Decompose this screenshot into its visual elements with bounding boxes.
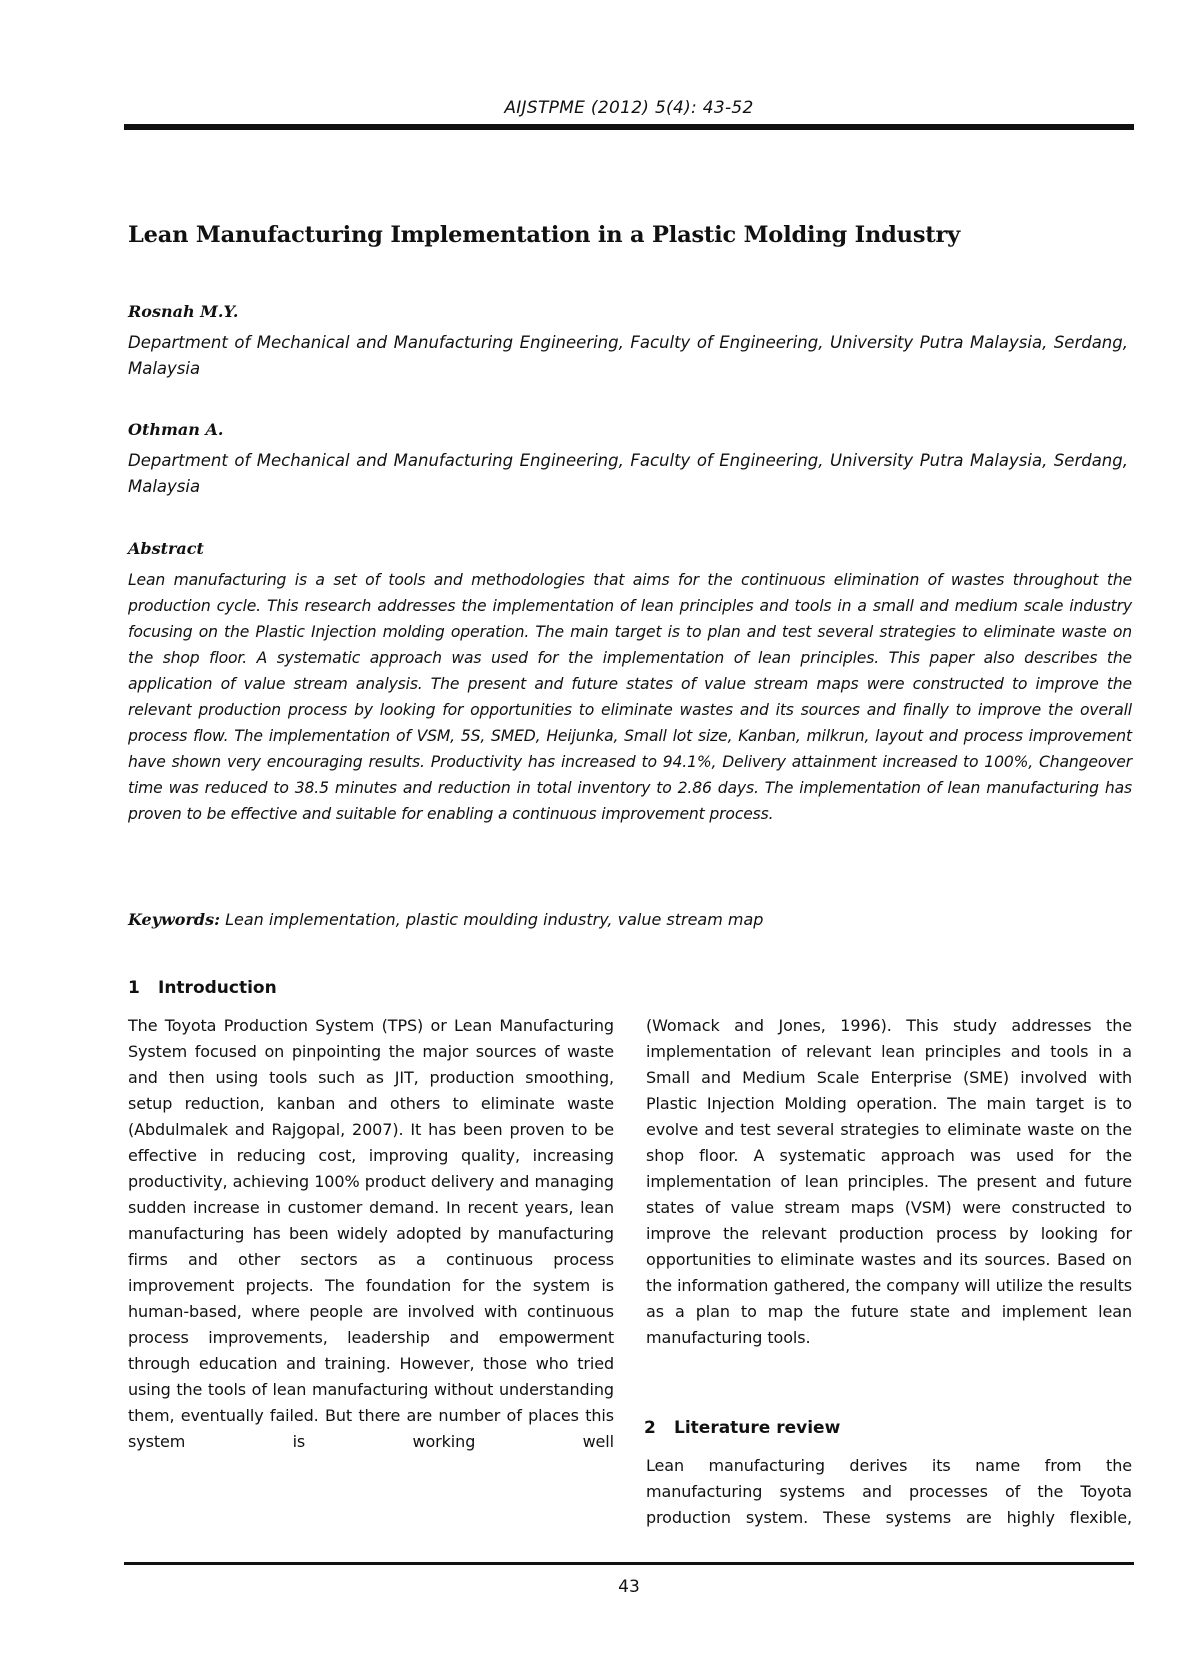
literature-review-text: Lean manufacturing derives its name from the manufacturing systems and processes of the Toyota production system. These systems are highly flexible, [646, 1456, 1132, 1527]
author-affiliation: Department of Mechanical and Manufacturing Engineering, Faculty of Engineering, University Putra Malaysia, Serdang, Malaysia [128, 451, 1128, 496]
abstract-text: Lean manufacturing is a set of tools and methodologies that aims for the continuous elimination of wastes throughout the production cycle. This research addresses the implementation of lean principles and tools in a small and medium scale industry focusing on the Plastic Injection molding operation. The main target is to plan and test several strategies to eliminate waste on the shop floor. A systematic approach was used for the implementation of lean principles. This paper also describes the application of value stream analysis. The present and future states of value stream maps were constructed to improve the relevant production process by looking for opportunities to eliminate wastes and its sources and finally to improve the overall process flow. The implementation of VSM, 5S, SMED, Heijunka, Small lot size, Kanban, milkrun, layout and process improvement have shown very encouraging results. Productivity has increased to 94.1%, Delivery attainment increased to 100%, Changeover time was reduced to 38.5 minutes and reduction in total inventory to 2.86 days. The implementation of lean manufacturing has proven to be effective and suitable for enabling a continuous improvement process. [128, 571, 1132, 823]
author-name: Othman A. [128, 420, 224, 439]
section-heading-introduction [128, 978, 277, 998]
paper-title: Lean Manufacturing Implementation in a Plastic Molding Industry [128, 222, 961, 248]
header-rule [124, 124, 1134, 130]
abstract-heading: Abstract [128, 539, 204, 558]
running-head: AIJSTPME (2012) 5(4): 43-52 [504, 98, 754, 118]
introduction-text-column-1: The Toyota Production System (TPS) or Lean Manufacturing System focused on pinpointing the major sources of waste and then using tools such as JIT, production smoothing, setup reduction, kanban and others to eliminate waste (Abdulmalek and Rajgopal, 2007). It has been proven to be effective in reducing cost, improving quality, increasing productivity, achieving 100% product delivery and managing sudden increase in customer demand. In recent years, lean manufacturing has been widely adopted by manufacturing firms and other sectors as a continuous process improvement projects. The foundation for the system is human-based, where people are involved with continuous process improvements, leadership and empowerment through education and training. However, those who tried using the tools of lean manufacturing without understanding them, eventually failed. But there are number of places this system is working well [128, 1016, 614, 1451]
footer-rule [124, 1562, 1134, 1565]
author-affiliation: Department of Mechanical and Manufacturing Engineering, Faculty of Engineering, University Putra Malaysia, Serdang, Malaysia [128, 333, 1128, 378]
section-heading-literature-review [644, 1418, 840, 1438]
keywords-text: Lean implementation, plastic moulding industry, value stream map [225, 910, 764, 929]
section-number: 1 [128, 978, 140, 998]
section-title: Literature review [674, 1418, 841, 1438]
author-name: Rosnah M.Y. [128, 302, 239, 321]
keywords-label: Keywords: [128, 910, 221, 929]
introduction-text-column-2: (Womack and Jones, 1996). This study addresses the implementation of relevant lean principles and tools in a Small and Medium Scale Enterprise (SME) involved with Plastic Injection Molding operation. The main target is to evolve and test several strategies to eliminate waste on the shop floor. A systematic approach was used for the implementation of lean principles. The present and future states of value stream maps (VSM) were constructed to improve the relevant production process by looking for opportunities to eliminate wastes and its sources. Based on the information gathered, the company will utilize the results as a plan to map the future state and implement lean manufacturing tools. [646, 1016, 1132, 1347]
keywords-line [128, 910, 763, 929]
section-title: Introduction [158, 978, 277, 998]
page-number: 43 [618, 1577, 640, 1597]
section-number: 2 [644, 1418, 656, 1438]
